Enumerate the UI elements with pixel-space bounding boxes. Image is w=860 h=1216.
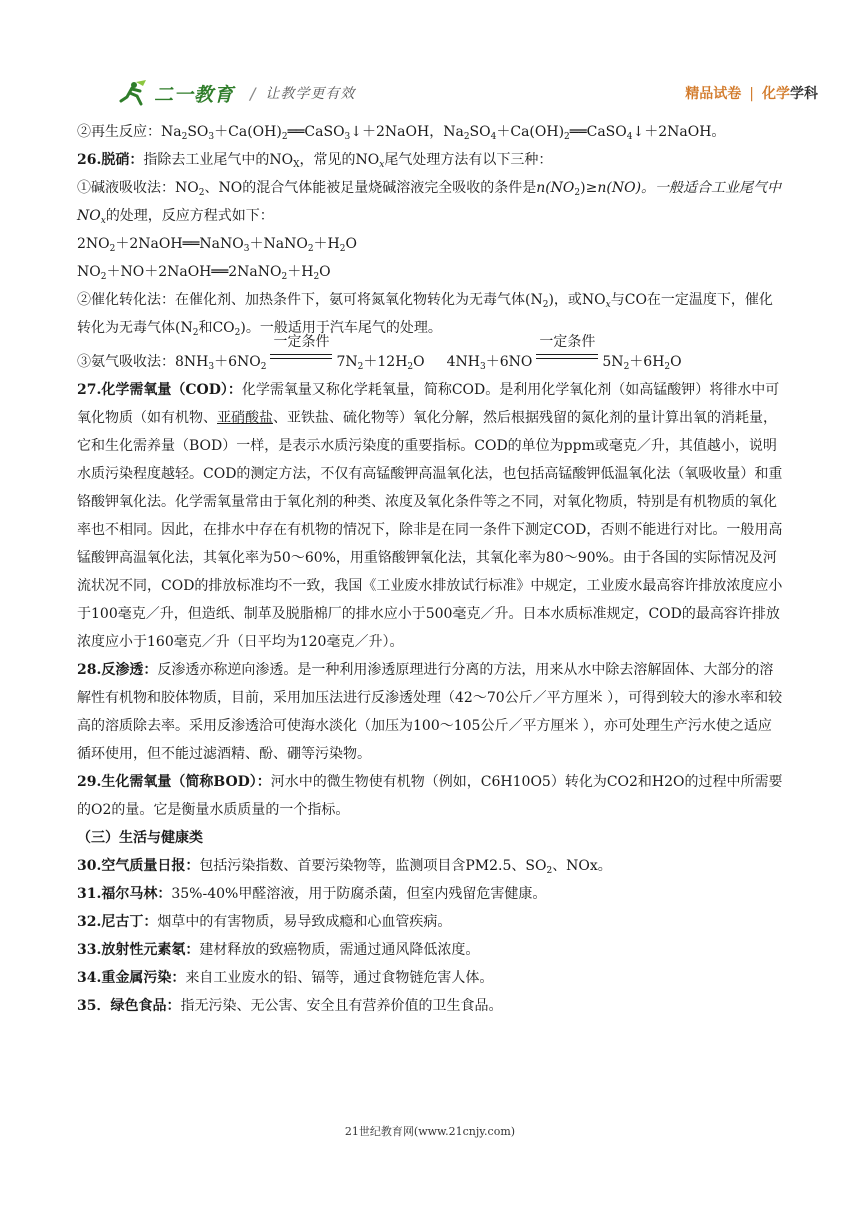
subject-name: 化学: [762, 86, 790, 102]
regeneration-reaction: ②再生反应：$Na_2SO_3+Ca(OH)_2══CaSO_3↓+2NaOH$，$Na_2SO_4+Ca(OH)_2══CaSO_4↓+2NaOH$。: [77, 124, 726, 142]
page-footer: 21世纪教育网(www.21cnjy.com): [344, 1125, 516, 1138]
item-26-method-3: ③氨气吸收法：$8NH_3+6NO_2$ 一定条件 $7N_2+12H_2O$ $4NH_3+6NO$ 一定条件 $5N_2+6H_2O$: [77, 334, 682, 372]
item-27-cod: 27.化学需氧量（COD）：化学需氧量又称化学耗氧量，简称COD。是利用化学氧化剂（如高锰酸钾）将徘水中可氧化物质（如有机物、亚硝酸盐、亚铁盐、硫化物等）氧化分解，然后根据残留的氮化剂的量计算出氧的消耗量，它和生化需养量（BOD）一样，是表示水质污染度的重要指标。COD的单位为ppm或毫克／升，其值越小，说明水质污染程度越轻。COD的测定方法，不仅有高锰酸钾高温氧化法，也包括高锰酸钾低温氧化法（氧吸收量）和重铬酸钾氧化法。化学需氧量常由于氧化剂的种类、浓度及氧化条件等之不同，对氧化物质，特别是有机物质的氧化率也不相同。因此，在排水中存在有机物的情况下，除非是在同一条件下测定COD，否则不能进行对比。一般用高锰酸钾高温氧化法，其氧化率为50～60%，用重铬酸钾氧化法，其氧化率为80～90%。由于各国的实际情况及河流状况不同，COD的排放标准均不一致，我国《工业废水排放试行标准》中规定，工业废水最高容许排放浓度应小于100毫克／升，但造纸、制革及脱脂棉厂的排水应小于500毫克／升。日本水质标准规定，COD的最高容许排放浓度应小于160毫克／升（日平均为120毫克／升）。: [77, 382, 783, 650]
condition-arrow: 一定条件: [268, 348, 334, 368]
header-category: 精品试卷: [685, 86, 742, 102]
logo-slogan: 让教学更有效: [265, 86, 356, 102]
logo-divider: /: [250, 83, 256, 103]
item-35: 35．绿色食品：指无污染、无公害、安全且有营养价值的卫生食品。: [77, 998, 503, 1014]
item-30: 30.空气质量日报：包括污染指数、首要污染物等，监测项目含PM2.5、$SO_2$、NOx。: [77, 858, 612, 876]
equation-1: $2NO_2+2NaOH══NaNO_3+NaNO_2+H_2O$: [77, 236, 357, 254]
document-body: [77, 118, 783, 1020]
item-31: 31.福尔马林：35%-40%甲醛溶液，用于防腐杀菌，但室内残留危害健康。: [77, 886, 547, 902]
subject-suffix: 学科: [790, 86, 818, 102]
condition-arrow: 一定条件: [534, 348, 600, 368]
header-separator: |: [749, 86, 754, 102]
logo-text: 二一教育: [154, 83, 235, 106]
item-26-denitration: 26.脱硝：指除去工业尾气中的$NO_X$，常见的$NO_x$尾气处理方法有以下三种：: [77, 152, 553, 170]
item-28-reverse-osmosis: 28.反渗透：反渗透亦称逆向渗透。是一种利用渗透原理进行分离的方法，用来从水中除去溶解固体、大部分的溶解性有机物和胶体物质，目前，采用加压法进行反渗透处理（42～70公斤／平方厘米 ），可得到较大的渗水率和较高的溶质除去率。采用反渗透洽可使海水淡化（加压为100～105公斤／平方厘米 ），亦可处理生产污水使之适应循环使用，但不能过滤酒精、酚、硼等污染物。: [77, 662, 783, 762]
section-3-heading: （三）生活与健康类: [77, 830, 203, 846]
item-26-method-1: ①碱液吸收法：$NO_2$、NO的混合气体能被足量烧碱溶液完全吸收的条件是$n(NO_2)\ge n(NO)$。一般适合工业尾气中$NO_x$的处理，反应方程式如下：: [77, 180, 782, 226]
runner-logo-icon: [118, 79, 152, 107]
page-header: [118, 78, 818, 110]
equation-2: $NO_2+NO+2NaOH══2NaNO_2+H_2O$: [77, 264, 331, 282]
item-33: 33.放射性元素氡：建材释放的致癌物质，需通过通风降低浓度。: [77, 942, 480, 958]
header-subject: [762, 86, 818, 102]
item-32: 32.尼古丁：烟草中的有害物质，易导致成瘾和心血管疾病。: [77, 914, 452, 930]
item-26-method-2: ②催化转化法：在催化剂、加热条件下，氨可将氮氧化物转化为无毒气体$(N_2)$，或$NO_x$与CO在一定温度下，催化转化为无毒气体($N_2$和$CO_2$)。一般适用于汽车尾气的处理。: [77, 292, 773, 338]
item-34: 34.重金属污染：来自工业废水的铅、镉等，通过食物链危害人体。: [77, 970, 494, 986]
brand-logo: [118, 78, 355, 108]
item-29-bod: 29.生化需氧量（简称BOD）：河水中的微生物使有机物（例如，C6H10O5）转化为CO2和H2O的过程中所需要的O2的量。它是衡量水质质量的一个指标。: [77, 774, 783, 818]
header-subject-label: [685, 83, 818, 103]
